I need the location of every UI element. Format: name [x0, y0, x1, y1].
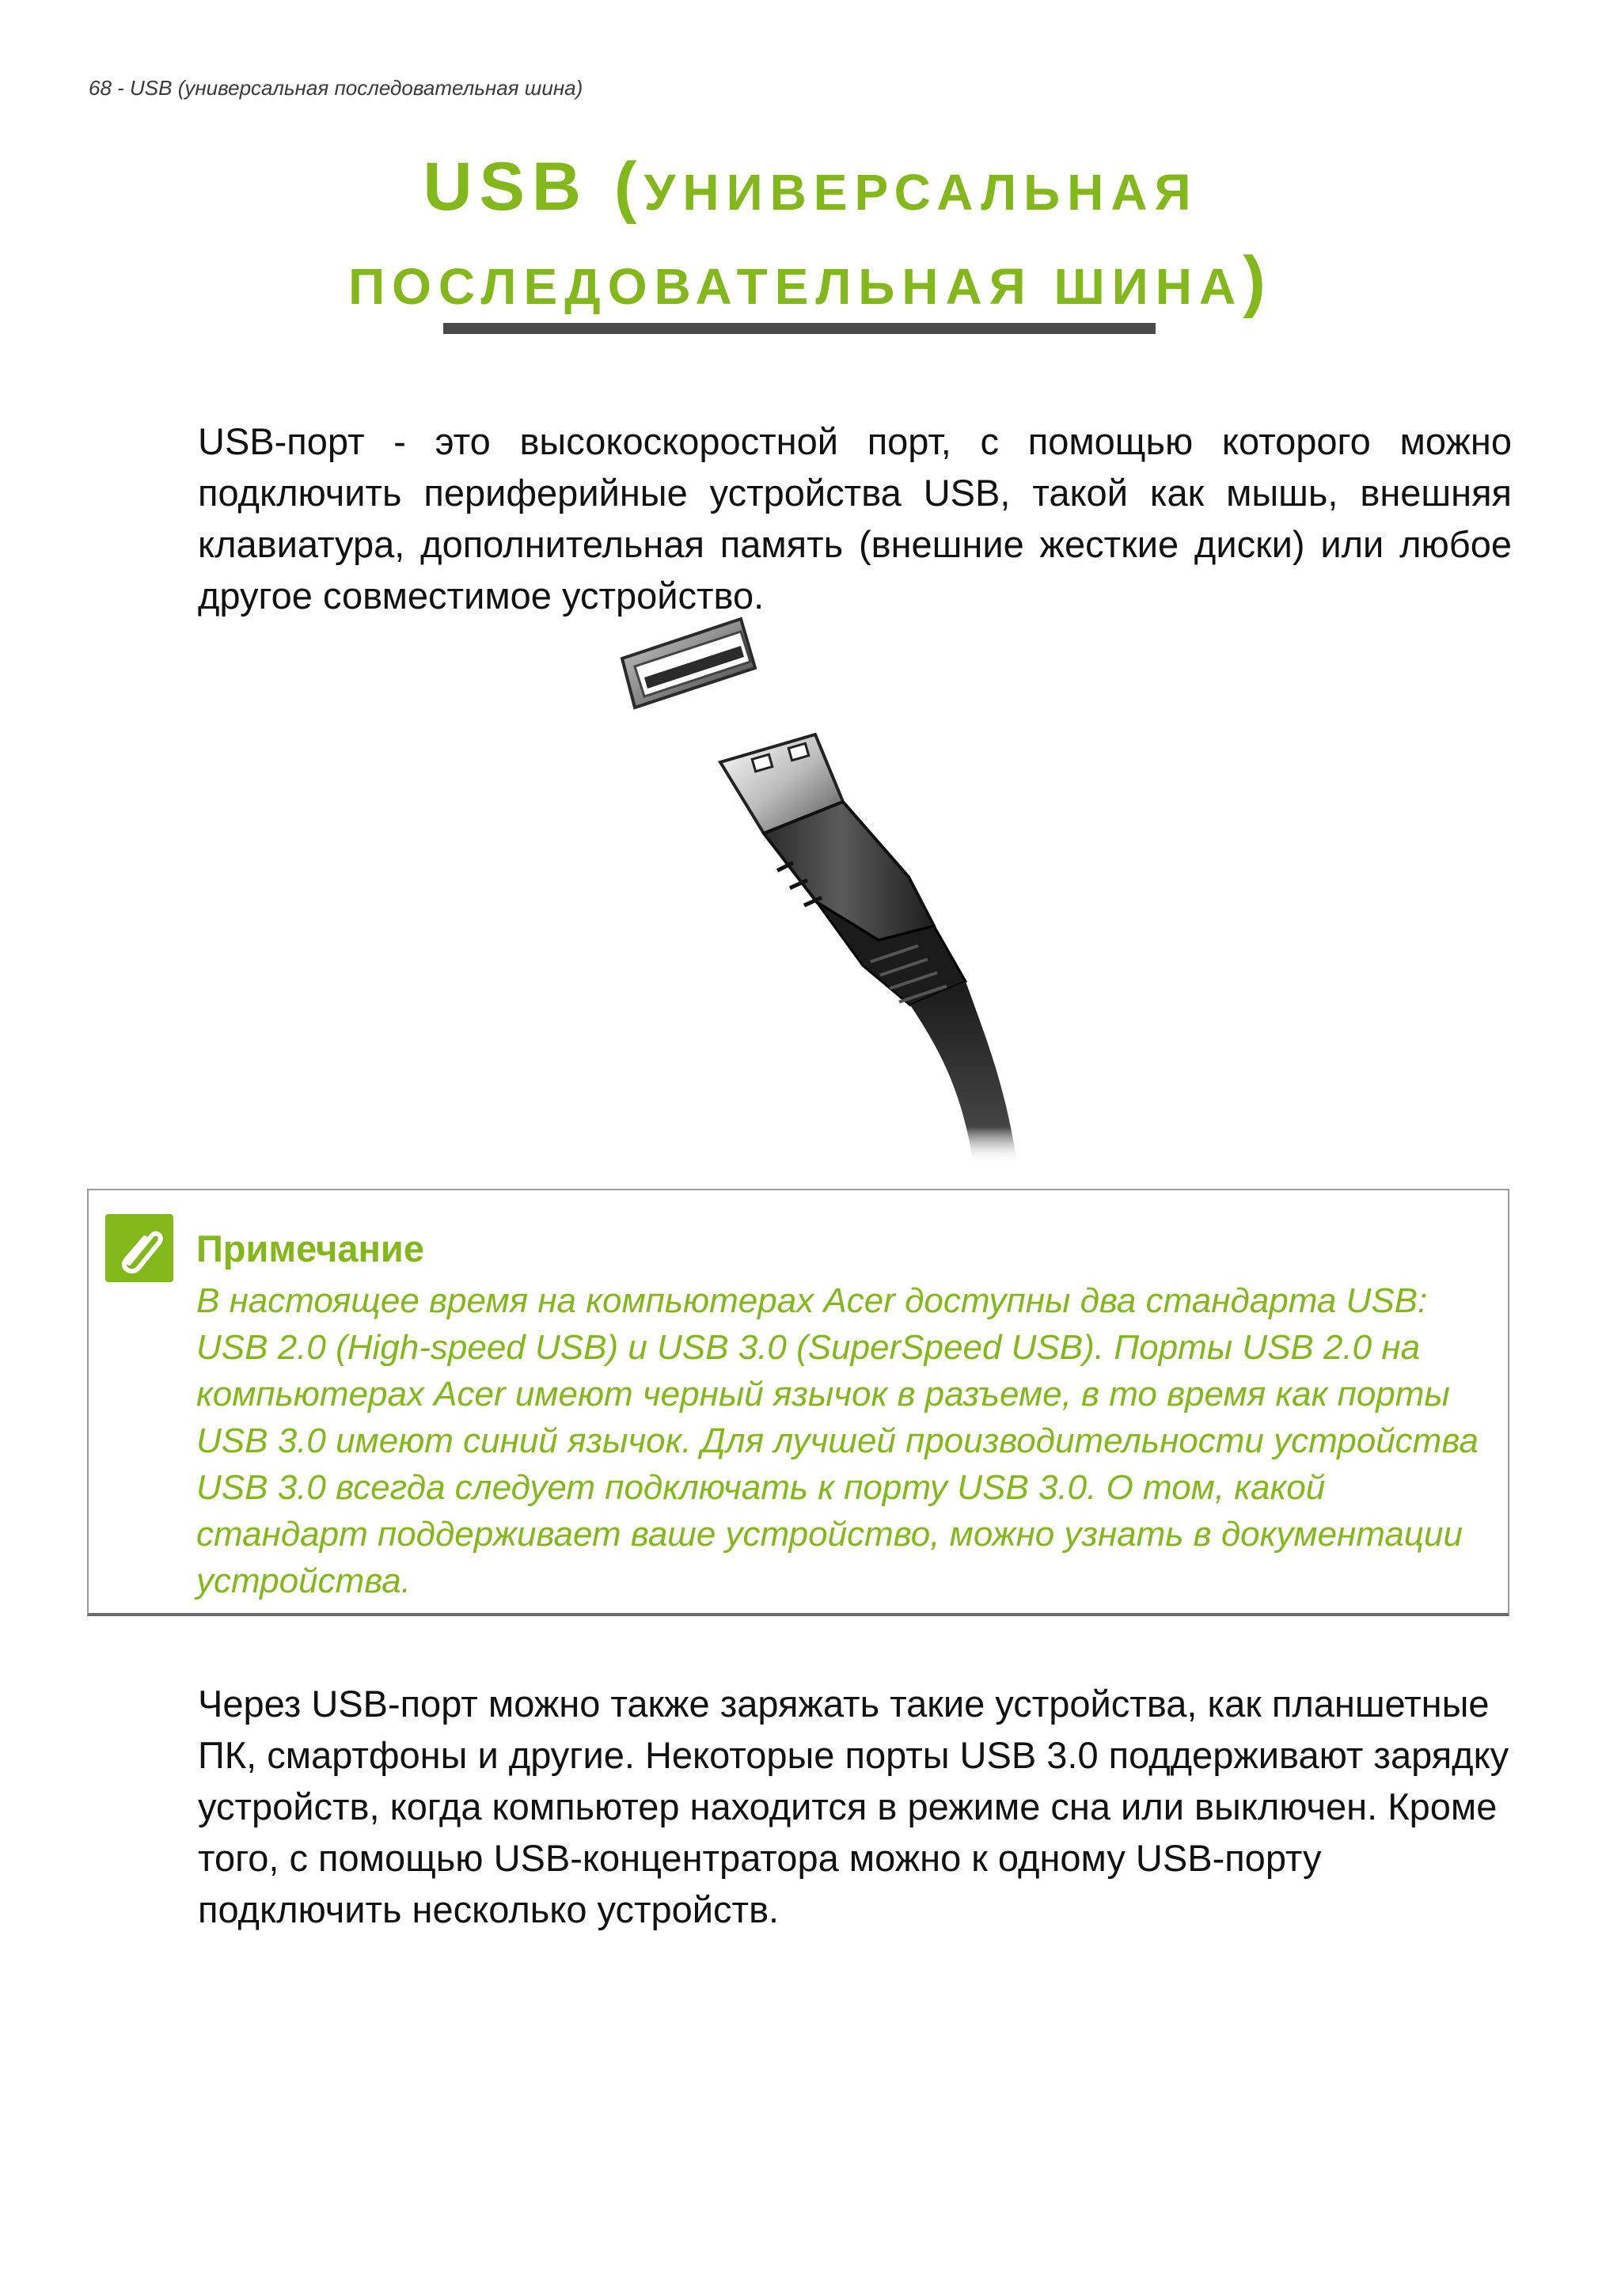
title-rule	[443, 323, 1156, 334]
paperclip-icon	[105, 1214, 173, 1282]
title-line-1	[0, 142, 1621, 237]
title-rest: УНИВЕРСАЛЬНАЯ	[643, 164, 1198, 221]
title-line-2	[0, 237, 1621, 331]
title-line-2-text: ПОСЛЕДОВАТЕЛЬНАЯ ШИНА	[348, 258, 1243, 315]
title-close-paren: )	[1243, 243, 1273, 319]
intro-paragraph: USB-порт - это высокоскоростной порт, с помощью которого можно подключить периферийные устройства USB, такой как мышь, внешняя клавиатура, дополнительная память (внешние жесткие диски) или любое другое совместимое устройство.	[198, 420, 1512, 617]
page-title	[0, 142, 1621, 331]
note-box	[87, 1189, 1509, 1616]
note-text: В настоящее время на компьютерах Acer доступны два стандарта USB: USB 2.0 (High-speed USB) и USB 3.0 (SuperSpeed USB). Порты USB 2.0 на компьютерах Acer имеют черный язычок в разъеме, в то время как порты USB 3.0 имеют синий язычок. Для лучшей производительности устройства USB 3.0 всегда следует подключать к порту USB 3.0. О том, какой стандарт поддерживает ваше устройство, можно узнать в документации устройства.	[196, 1281, 1479, 1600]
running-header: 68 - USB (универсальная последовательная шина)	[89, 76, 583, 100]
usb-cable-icon	[586, 609, 1140, 1163]
title-lead: USB (	[423, 149, 644, 225]
charging-paragraph: Через USB-порт можно также заряжать такие устройства, как планшетные ПК, смартфоны и другие. Некоторые порты USB 3.0 поддерживают зарядку устройств, когда компьютер находится в режиме сна или выключен. Кроме того, с помощью USB-концентратора можно к одному USB-порту подключить несколько устройств.	[198, 1683, 1509, 1930]
note-title: Примечание	[196, 1228, 424, 1269]
usb-port-receptacle	[622, 619, 755, 708]
